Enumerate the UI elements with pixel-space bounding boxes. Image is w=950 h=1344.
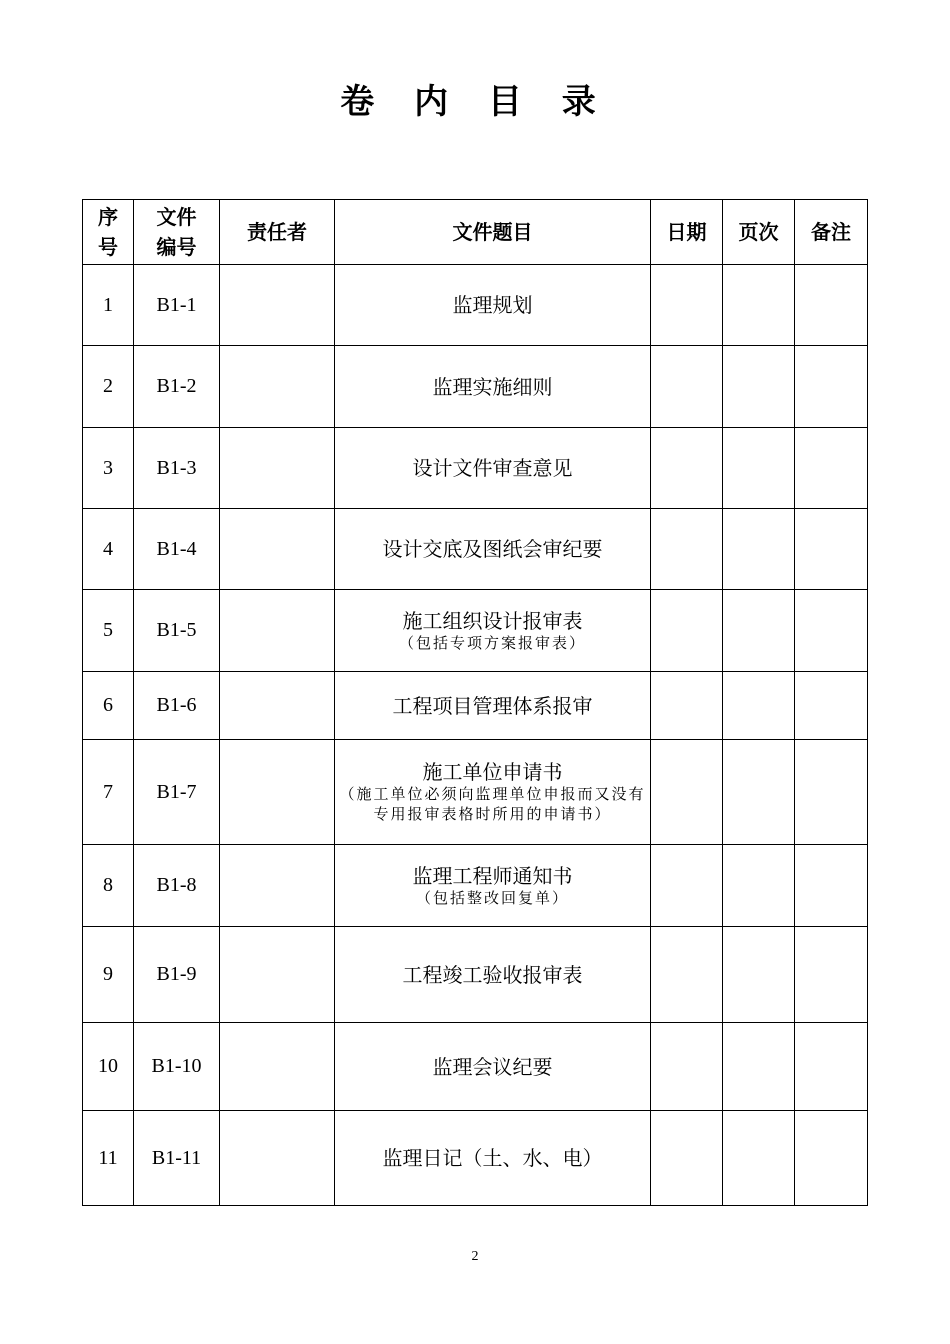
row-date xyxy=(651,428,723,509)
row-pages xyxy=(723,428,795,509)
row-remarks xyxy=(795,428,868,509)
row-subject xyxy=(335,346,651,428)
row-date xyxy=(651,1023,723,1111)
row-code: B1-7 xyxy=(134,740,220,845)
row-code: B1-6 xyxy=(134,672,220,740)
row-code: B1-11 xyxy=(134,1111,220,1206)
row-seq: 6 xyxy=(83,672,134,740)
row-seq: 9 xyxy=(83,927,134,1023)
subject-title: 监理实施细则 xyxy=(432,374,553,399)
row-date xyxy=(651,509,723,590)
subject-title: 监理日记（土、水、电） xyxy=(382,1146,603,1170)
row-responsible xyxy=(220,428,335,509)
header-subject: 文件题目 xyxy=(335,200,651,265)
row-seq: 10 xyxy=(83,1023,134,1111)
row-seq: 1 xyxy=(83,265,134,346)
row-subject xyxy=(335,672,651,740)
row-seq: 3 xyxy=(83,428,134,509)
row-remarks xyxy=(795,1023,868,1111)
row-subject xyxy=(335,509,651,590)
table-row xyxy=(83,590,868,672)
row-remarks xyxy=(795,740,868,845)
row-pages xyxy=(723,740,795,845)
row-responsible xyxy=(220,672,335,740)
row-date xyxy=(651,1111,723,1206)
row-responsible xyxy=(220,927,335,1023)
subject-note: （施工单位必须向监理单位申报而又没有专用报审表格时所用的申请书） xyxy=(339,785,646,823)
row-date xyxy=(651,845,723,927)
row-pages xyxy=(723,265,795,346)
table-row xyxy=(83,845,868,927)
subject-title: 设计文件审查意见 xyxy=(412,456,573,480)
row-seq: 5 xyxy=(83,590,134,672)
row-pages xyxy=(723,509,795,590)
subject-title: 工程竣工验收报审表 xyxy=(402,962,583,987)
row-subject xyxy=(335,1111,651,1206)
row-remarks xyxy=(795,509,868,590)
row-date xyxy=(651,672,723,740)
toc-table xyxy=(82,199,868,1206)
row-pages xyxy=(723,672,795,740)
row-responsible xyxy=(220,740,335,845)
row-code: B1-1 xyxy=(134,265,220,346)
row-pages xyxy=(723,927,795,1023)
row-subject xyxy=(335,1023,651,1111)
table-row xyxy=(83,740,868,845)
row-pages xyxy=(723,1111,795,1206)
subject-title: 工程项目管理体系报审 xyxy=(392,693,593,718)
subject-title: 设计交底及图纸会审纪要 xyxy=(382,537,603,561)
header-seq: 序 号 xyxy=(83,200,134,265)
header-remarks: 备注 xyxy=(795,200,868,265)
subject-title: 监理会议纪要 xyxy=(432,1054,553,1079)
row-date xyxy=(651,265,723,346)
row-responsible xyxy=(220,845,335,927)
row-remarks xyxy=(795,672,868,740)
row-date xyxy=(651,346,723,428)
row-code: B1-3 xyxy=(134,428,220,509)
header-date: 日期 xyxy=(651,200,723,265)
subject-note: （包括专项方案报审表） xyxy=(398,633,586,652)
row-pages xyxy=(723,1023,795,1111)
row-responsible xyxy=(220,1023,335,1111)
row-code: B1-5 xyxy=(134,590,220,672)
row-seq: 8 xyxy=(83,845,134,927)
row-subject xyxy=(335,927,651,1023)
row-seq: 4 xyxy=(83,509,134,590)
subject-title: 施工单位申请书 xyxy=(422,760,563,784)
row-responsible xyxy=(220,590,335,672)
header-code: 文件 编号 xyxy=(134,200,220,265)
row-code: B1-2 xyxy=(134,346,220,428)
table-row xyxy=(83,346,868,428)
row-remarks xyxy=(795,845,868,927)
row-responsible xyxy=(220,509,335,590)
header-pages: 页次 xyxy=(723,200,795,265)
row-pages xyxy=(723,845,795,927)
table-row xyxy=(83,1111,868,1206)
subject-title: 监理规划 xyxy=(452,293,533,317)
row-responsible xyxy=(220,1111,335,1206)
row-pages xyxy=(723,590,795,672)
subject-note: （包括整改回复单） xyxy=(415,888,569,907)
row-subject xyxy=(335,740,651,845)
row-subject xyxy=(335,590,651,672)
subject-title: 监理工程师通知书 xyxy=(412,863,573,888)
header-responsible: 责任者 xyxy=(220,200,335,265)
row-remarks xyxy=(795,1111,868,1206)
row-responsible xyxy=(220,346,335,428)
row-code: B1-4 xyxy=(134,509,220,590)
row-subject xyxy=(335,428,651,509)
row-responsible xyxy=(220,265,335,346)
table-row xyxy=(83,672,868,740)
row-subject xyxy=(335,845,651,927)
row-date xyxy=(651,927,723,1023)
table-row xyxy=(83,927,868,1023)
row-code: B1-9 xyxy=(134,927,220,1023)
row-remarks xyxy=(795,346,868,428)
page-title: 卷 内 目 录 xyxy=(340,82,610,122)
row-code: B1-8 xyxy=(134,845,220,927)
row-subject xyxy=(335,265,651,346)
row-code: B1-10 xyxy=(134,1023,220,1111)
table-row xyxy=(83,428,868,509)
row-date xyxy=(651,740,723,845)
table-row xyxy=(83,1023,868,1111)
row-seq: 7 xyxy=(83,740,134,845)
row-remarks xyxy=(795,265,868,346)
row-pages xyxy=(723,346,795,428)
subject-title: 施工组织设计报审表 xyxy=(402,608,583,633)
row-remarks xyxy=(795,590,868,672)
row-date xyxy=(651,590,723,672)
header-row xyxy=(83,200,868,265)
table-row xyxy=(83,265,868,346)
row-remarks xyxy=(795,927,868,1023)
row-seq: 11 xyxy=(83,1111,134,1206)
page-number: 2 xyxy=(471,1249,479,1264)
table-body xyxy=(83,265,868,1206)
table-row xyxy=(83,509,868,590)
row-seq: 2 xyxy=(83,346,134,428)
